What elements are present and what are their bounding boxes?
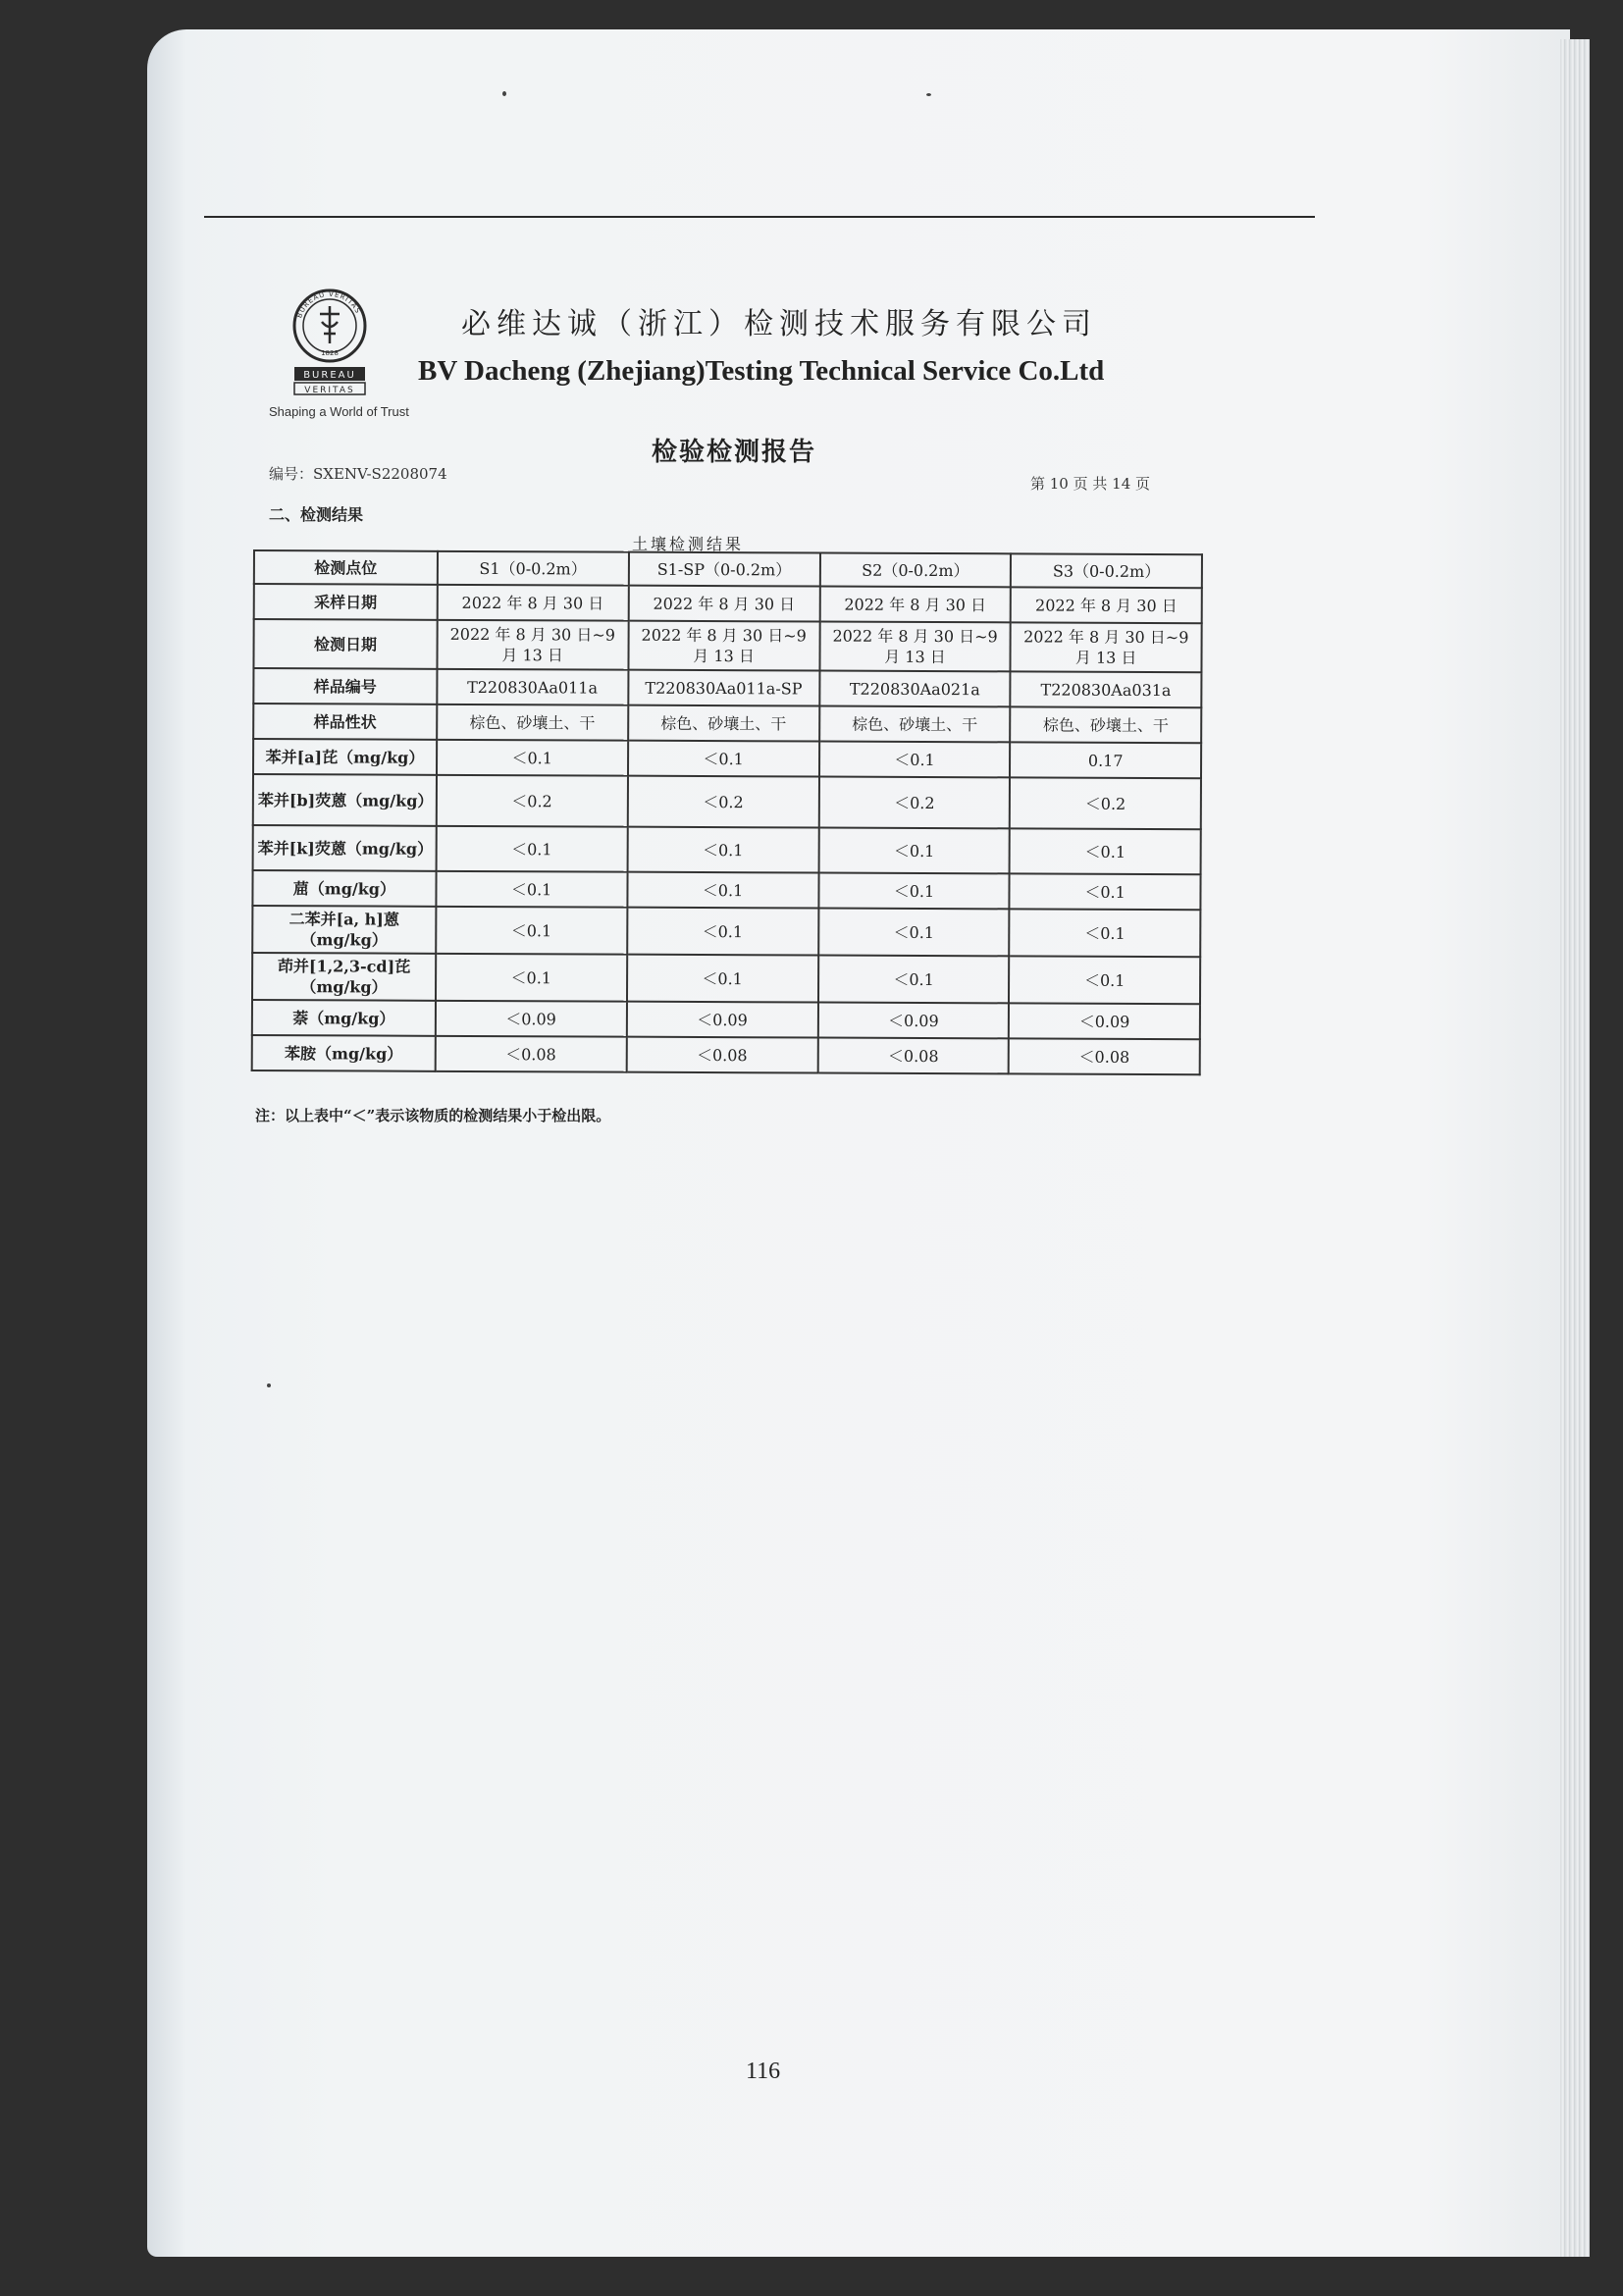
row-label-cell: 样品编号 [253,668,437,704]
table-row [253,704,1201,743]
table-header-row [254,550,1202,588]
table-row [252,1035,1200,1074]
row-label-cell: 苯并[k]荧蒽（mg/kg） [253,825,437,871]
soil-results-table [251,549,1203,1075]
page-stack-edges [1560,39,1590,2257]
value-cell: 2022 年 8 月 30 日~9 月 13 日 [1011,622,1202,672]
value-cell: ＜0.1 [436,826,627,872]
value-cell: ＜0.2 [1010,777,1201,829]
value-cell: ＜0.1 [437,740,628,776]
value-cell: ＜0.08 [436,1036,627,1072]
table-row [253,619,1201,672]
value-cell: 0.17 [1010,742,1201,778]
table-row [253,739,1201,778]
value-cell: ＜0.2 [437,775,628,827]
value-cell: ＜0.1 [818,909,1010,957]
value-cell: ＜0.1 [818,956,1010,1004]
value-cell: ＜0.1 [436,907,627,955]
value-cell: 棕色、砂壤土、干 [819,706,1011,743]
scan-speck [926,93,931,96]
value-cell: 2022 年 8 月 30 日 [438,585,629,621]
table-row [254,584,1202,623]
header-cell: S1-SP（0-0.2m） [628,552,819,587]
value-cell: ＜0.1 [1009,956,1200,1004]
value-cell: ＜0.2 [818,777,1010,829]
value-cell: ＜0.1 [436,954,627,1002]
value-cell: ＜0.09 [817,1003,1009,1039]
header-cell: S3（0-0.2m） [1011,553,1202,588]
value-cell: 2022 年 8 月 30 日~9 月 13 日 [628,621,819,671]
table-row [252,906,1200,957]
row-label-cell: 样品性状 [253,704,437,740]
table-row [253,774,1201,829]
section-heading: 二、检测结果 [269,505,364,524]
svg-text:VERITAS: VERITAS [304,386,355,395]
value-cell: ＜0.1 [818,873,1010,910]
table-row [253,668,1201,707]
report-title: 检验检测报告 [652,438,817,467]
header-rule [204,216,1315,218]
table-row [252,953,1200,1004]
row-label-cell: 萘（mg/kg） [252,1000,436,1036]
value-cell: 2022 年 8 月 30 日~9 月 13 日 [819,622,1011,672]
value-cell: ＜0.1 [1010,873,1201,910]
row-label-cell: 二苯并[a, h]蒽（mg/kg） [252,906,436,954]
value-cell: ＜0.1 [627,872,818,909]
table-row [252,870,1200,910]
value-cell: 2022 年 8 月 30 日 [819,587,1011,623]
table-caption: 土壤检测结果 [632,535,745,553]
header-cell: S2（0-0.2m） [819,553,1011,588]
value-cell: ＜0.08 [817,1038,1009,1074]
results-table-wrapper [251,549,1203,1075]
results-table-body [252,550,1202,1074]
value-cell: ＜0.1 [1010,828,1201,874]
value-cell: ＜0.1 [627,741,818,777]
bureau-veritas-logo [267,285,393,412]
row-label-cell: 采样日期 [254,584,438,620]
value-cell: ＜0.1 [1010,909,1201,957]
value-cell: T220830Aa031a [1011,671,1202,707]
value-cell: ＜0.1 [627,908,818,956]
value-cell: ＜0.1 [819,742,1011,778]
value-cell: ＜0.2 [627,776,818,828]
company-name-en: BV Dacheng (Zhejiang)Testing Technical Service Co.Ltd [418,355,1105,387]
value-cell: ＜0.1 [627,827,818,873]
value-cell: 棕色、砂壤土、干 [628,705,819,742]
table-row [253,825,1201,874]
value-cell: 棕色、砂壤土、干 [437,704,628,741]
value-cell: 2022 年 8 月 30 日 [628,586,819,622]
row-label-cell: 苯并[a]芘（mg/kg） [253,739,437,775]
value-cell: ＜0.1 [626,955,817,1003]
row-label-cell: 苯并[b]荧蒽（mg/kg） [253,774,437,826]
row-label-cell: 茚并[1,2,3-cd]芘（mg/kg） [252,953,436,1001]
scan-speck [502,91,506,96]
value-cell: 2022 年 8 月 30 日 [1011,587,1202,623]
svg-text:BUREAU: BUREAU [303,370,356,381]
value-cell: 2022 年 8 月 30 日~9 月 13 日 [437,620,628,670]
table-row [252,1000,1200,1039]
value-cell: ＜0.08 [1009,1038,1200,1074]
value-cell: ＜0.1 [436,871,627,908]
report-number: 编号：SXENV-S2208074 [269,465,447,483]
svg-text:BUREAU VERITAS: BUREAU VERITAS [295,289,363,320]
value-cell: ＜0.1 [818,828,1010,874]
page-number: 116 [746,2059,781,2084]
value-cell: T220830Aa011a-SP [628,670,819,706]
row-label-cell: 䓛（mg/kg） [252,870,436,907]
value-cell: T220830Aa021a [819,671,1011,707]
row-label-cell: 检测日期 [253,619,437,669]
value-cell: 棕色、砂壤土、干 [1010,706,1201,743]
header-cell: 检测点位 [254,550,438,585]
page-count: 第 10 页 共 14 页 [1030,475,1151,493]
value-cell: ＜0.09 [626,1002,817,1038]
company-name-cn: 必维达诚（浙江）检测技术服务有限公司 [461,307,1097,341]
header-cell: S1（0-0.2m） [438,551,629,586]
value-cell: ＜0.08 [626,1037,817,1073]
value-cell: ＜0.09 [436,1001,627,1037]
scan-speck [267,1383,271,1387]
svg-text:1828: 1828 [321,349,339,357]
company-slogan: Shaping a World of Trust [269,404,409,419]
value-cell: ＜0.09 [1009,1003,1200,1039]
value-cell: T220830Aa011a [437,669,628,705]
table-note: 注：以上表中“＜”表示该物质的检测结果小于检出限。 [255,1107,611,1124]
row-label-cell: 苯胺（mg/kg） [252,1035,436,1071]
